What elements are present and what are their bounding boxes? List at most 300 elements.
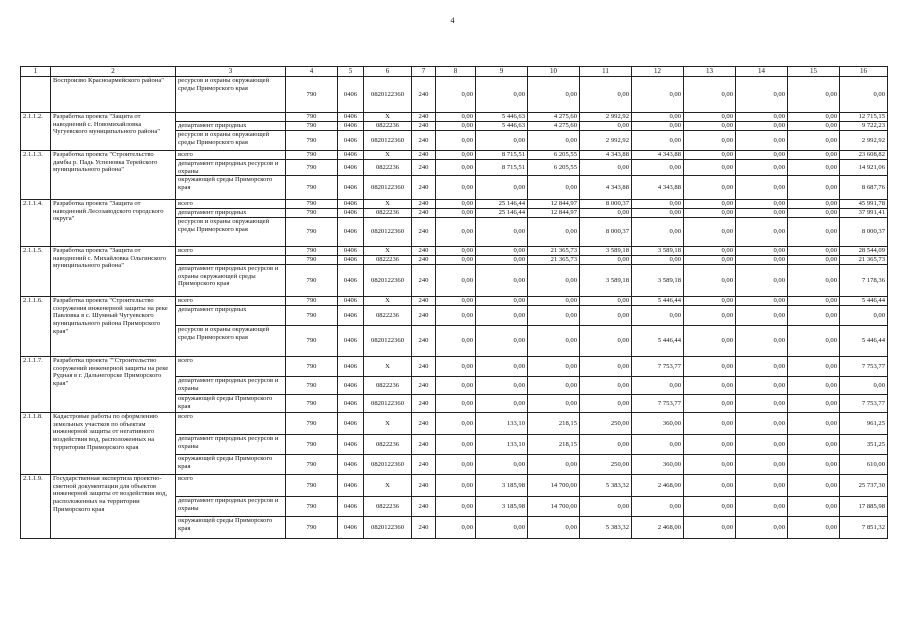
- cell-c14: 0,00: [736, 176, 788, 200]
- budget-table: [20, 66, 888, 539]
- cell-c7: 240: [412, 122, 436, 131]
- cell-c15: 0,00: [788, 77, 840, 113]
- row-index: 2.1.1.4.: [21, 200, 51, 247]
- cell-c5: 0406: [338, 517, 364, 539]
- column-number: 6: [364, 67, 412, 77]
- cell-c6: 0822236: [364, 209, 412, 218]
- cell-c11: 0,00: [580, 395, 632, 413]
- cell-c16: 7 851,32: [840, 517, 888, 539]
- cell-c4: 790: [286, 200, 338, 209]
- cell-c9: 5 446,63: [476, 113, 528, 122]
- cell-c5: 0406: [338, 413, 364, 435]
- cell-c8: 0,00: [436, 113, 476, 122]
- cell-c5: 0406: [338, 209, 364, 218]
- cell-c14: 0,00: [736, 113, 788, 122]
- responsible-executor: департамент природных ресурсов и охраны: [176, 377, 286, 395]
- cell-c13: 0,00: [684, 306, 736, 326]
- cell-c8: 0,00: [436, 475, 476, 497]
- cell-c5: 0406: [338, 77, 364, 113]
- cell-c7: 240: [412, 357, 436, 377]
- cell-c15: 0,00: [788, 413, 840, 435]
- cell-c7: 240: [412, 306, 436, 326]
- cell-c13: 0,00: [684, 455, 736, 475]
- activity-name: Государственная экспертиза проектно-сметной документации для объектов инженерной защиты от воздействия вод, расположенных на территории Приморского края: [51, 475, 176, 539]
- cell-c6: 0820122360: [364, 265, 412, 297]
- responsible-executor: окружающей среды Приморского края: [176, 455, 286, 475]
- cell-c15: 0,00: [788, 475, 840, 497]
- cell-c8: 0,00: [436, 218, 476, 247]
- column-number: 7: [412, 67, 436, 77]
- cell-c12: 0,00: [632, 209, 684, 218]
- cell-c7: 240: [412, 200, 436, 209]
- cell-c12: 0,00: [632, 256, 684, 265]
- cell-c13: 0,00: [684, 297, 736, 306]
- column-number: 10: [528, 67, 580, 77]
- cell-c11: 0,00: [580, 357, 632, 377]
- row-index: 2.1.1.6.: [21, 297, 51, 357]
- cell-c8: 0,00: [436, 435, 476, 455]
- cell-c15: 0,00: [788, 113, 840, 122]
- cell-c13: 0,00: [684, 395, 736, 413]
- cell-c12: 3 589,18: [632, 265, 684, 297]
- cell-c8: 0,00: [436, 122, 476, 131]
- cell-c6: 0820122360: [364, 176, 412, 200]
- cell-c9: 0,00: [476, 377, 528, 395]
- cell-c12: 360,00: [632, 455, 684, 475]
- cell-c12: 0,00: [632, 435, 684, 455]
- cell-c7: 240: [412, 176, 436, 200]
- cell-c5: 0406: [338, 256, 364, 265]
- responsible-executor: департамент природных: [176, 122, 286, 131]
- cell-c11: 3 589,18: [580, 247, 632, 256]
- cell-c13: 0,00: [684, 113, 736, 122]
- cell-c4: 790: [286, 395, 338, 413]
- cell-c7: 240: [412, 160, 436, 176]
- cell-c10: 12 844,97: [528, 209, 580, 218]
- cell-c4: 790: [286, 209, 338, 218]
- cell-c15: 0,00: [788, 265, 840, 297]
- cell-c9: 8 715,51: [476, 151, 528, 160]
- cell-c15: 0,00: [788, 200, 840, 209]
- cell-c4: 790: [286, 122, 338, 131]
- cell-c14: 0,00: [736, 475, 788, 497]
- cell-c14: 0,00: [736, 357, 788, 377]
- cell-c6: 0822236: [364, 306, 412, 326]
- cell-c16: 21 365,73: [840, 256, 888, 265]
- cell-c16: 0,00: [840, 77, 888, 113]
- cell-c15: 0,00: [788, 497, 840, 517]
- cell-c11: 0,00: [580, 160, 632, 176]
- cell-c7: 240: [412, 151, 436, 160]
- cell-c9: 3 185,98: [476, 497, 528, 517]
- cell-c14: 0,00: [736, 497, 788, 517]
- cell-c15: 0,00: [788, 247, 840, 256]
- responsible-executor: департамент природных ресурсов и охраны: [176, 497, 286, 517]
- cell-c16: 351,25: [840, 435, 888, 455]
- table-row: [21, 151, 888, 160]
- cell-c16: 14 921,06: [840, 160, 888, 176]
- cell-c8: 0,00: [436, 377, 476, 395]
- cell-c6: 0822236: [364, 497, 412, 517]
- cell-c16: 8 000,37: [840, 218, 888, 247]
- table-row: [21, 77, 888, 113]
- cell-c8: 0,00: [436, 306, 476, 326]
- cell-c12: 0,00: [632, 497, 684, 517]
- cell-c9: 25 146,44: [476, 209, 528, 218]
- cell-c15: 0,00: [788, 218, 840, 247]
- cell-c16: 7 753,77: [840, 357, 888, 377]
- cell-c9: 8 715,51: [476, 160, 528, 176]
- row-index: 2.1.1.5.: [21, 247, 51, 297]
- cell-c13: 0,00: [684, 377, 736, 395]
- cell-c6: X: [364, 200, 412, 209]
- cell-c5: 0406: [338, 160, 364, 176]
- cell-c11: 0,00: [580, 326, 632, 357]
- cell-c13: 0,00: [684, 475, 736, 497]
- cell-c7: 240: [412, 113, 436, 122]
- cell-c11: 4 343,88: [580, 151, 632, 160]
- cell-c15: 0,00: [788, 326, 840, 357]
- cell-c9: 0,00: [476, 455, 528, 475]
- cell-c4: 790: [286, 247, 338, 256]
- cell-c10: 0,00: [528, 77, 580, 113]
- cell-c10: 21 365,73: [528, 247, 580, 256]
- cell-c12: 0,00: [632, 77, 684, 113]
- cell-c7: 240: [412, 497, 436, 517]
- cell-c6: 0820122360: [364, 77, 412, 113]
- cell-c12: 5 446,44: [632, 297, 684, 306]
- cell-c13: 0,00: [684, 131, 736, 151]
- cell-c9: 3 185,98: [476, 475, 528, 497]
- activity-name: Воспроизво Красноармейского района": [51, 77, 176, 113]
- cell-c12: 4 343,88: [632, 176, 684, 200]
- cell-c10: 12 844,97: [528, 200, 580, 209]
- table-row: [21, 200, 888, 209]
- cell-c14: 0,00: [736, 131, 788, 151]
- cell-c11: 5 383,32: [580, 517, 632, 539]
- cell-c12: 4 343,88: [632, 151, 684, 160]
- cell-c11: 8 000,37: [580, 218, 632, 247]
- cell-c13: 0,00: [684, 265, 736, 297]
- responsible-executor: департамент природных ресурсов и охраны: [176, 160, 286, 176]
- cell-c12: 0,00: [632, 113, 684, 122]
- responsible-executor: ресурсов и охраны окружающей среды Приморского края: [176, 218, 286, 247]
- cell-c4: 790: [286, 435, 338, 455]
- row-index: 2.1.1.3.: [21, 151, 51, 200]
- cell-c6: 0820122360: [364, 517, 412, 539]
- responsible-executor: всего: [176, 297, 286, 306]
- cell-c5: 0406: [338, 357, 364, 377]
- cell-c5: 0406: [338, 113, 364, 122]
- cell-c10: 0,00: [528, 377, 580, 395]
- cell-c8: 0,00: [436, 176, 476, 200]
- cell-c9: 5 446,63: [476, 122, 528, 131]
- column-number: 16: [840, 67, 888, 77]
- responsible-executor: ресурсов и охраны окружающей среды Приморского края: [176, 131, 286, 151]
- cell-c6: 0820122360: [364, 326, 412, 357]
- cell-c11: 0,00: [580, 256, 632, 265]
- cell-c5: 0406: [338, 176, 364, 200]
- cell-c9: 0,00: [476, 297, 528, 306]
- cell-c5: 0406: [338, 306, 364, 326]
- cell-c10: 14 700,00: [528, 497, 580, 517]
- cell-c11: 0,00: [580, 377, 632, 395]
- cell-c12: 2 468,00: [632, 475, 684, 497]
- cell-c12: 5 446,44: [632, 326, 684, 357]
- cell-c8: 0,00: [436, 256, 476, 265]
- cell-c16: 7 753,77: [840, 395, 888, 413]
- cell-c6: X: [364, 357, 412, 377]
- cell-c5: 0406: [338, 297, 364, 306]
- cell-c8: 0,00: [436, 297, 476, 306]
- activity-name: Разработка проекта "Строительство дамбы р. Падь Успеновка Терейского муниципального района": [51, 151, 176, 200]
- cell-c9: 133,10: [476, 435, 528, 455]
- cell-c10: 6 205,55: [528, 160, 580, 176]
- table-row: [21, 413, 888, 435]
- cell-c15: 0,00: [788, 395, 840, 413]
- cell-c15: 0,00: [788, 357, 840, 377]
- cell-c7: 240: [412, 517, 436, 539]
- cell-c15: 0,00: [788, 306, 840, 326]
- cell-c7: 240: [412, 455, 436, 475]
- cell-c10: 0,00: [528, 131, 580, 151]
- cell-c8: 0,00: [436, 357, 476, 377]
- cell-c8: 0,00: [436, 77, 476, 113]
- cell-c15: 0,00: [788, 377, 840, 395]
- cell-c4: 790: [286, 357, 338, 377]
- cell-c4: 790: [286, 160, 338, 176]
- cell-c12: 7 753,77: [632, 395, 684, 413]
- cell-c6: X: [364, 113, 412, 122]
- responsible-executor: департамент природных: [176, 306, 286, 326]
- column-number-header: [21, 67, 888, 77]
- cell-c6: 0822236: [364, 256, 412, 265]
- cell-c13: 0,00: [684, 517, 736, 539]
- cell-c14: 0,00: [736, 306, 788, 326]
- cell-c8: 0,00: [436, 517, 476, 539]
- cell-c5: 0406: [338, 200, 364, 209]
- responsible-executor: всего: [176, 200, 286, 209]
- cell-c6: 0822236: [364, 122, 412, 131]
- cell-c8: 0,00: [436, 265, 476, 297]
- cell-c16: 961,25: [840, 413, 888, 435]
- cell-c16: 8 687,76: [840, 176, 888, 200]
- cell-c15: 0,00: [788, 131, 840, 151]
- cell-c13: 0,00: [684, 435, 736, 455]
- cell-c4: 790: [286, 326, 338, 357]
- cell-c7: 240: [412, 77, 436, 113]
- cell-c4: 790: [286, 497, 338, 517]
- cell-c9: 0,00: [476, 265, 528, 297]
- cell-c9: 0,00: [476, 176, 528, 200]
- table-row: [21, 357, 888, 377]
- responsible-executor: департамент природных ресурсов и охраны: [176, 435, 286, 455]
- activity-name: Разработка проекта "Защита от наводнений Лесозаводского городского округа": [51, 200, 176, 247]
- cell-c5: 0406: [338, 395, 364, 413]
- cell-c11: 0,00: [580, 435, 632, 455]
- cell-c13: 0,00: [684, 247, 736, 256]
- cell-c16: 2 992,92: [840, 131, 888, 151]
- cell-c7: 240: [412, 209, 436, 218]
- cell-c6: 0822236: [364, 160, 412, 176]
- column-number: 4: [286, 67, 338, 77]
- cell-c8: 0,00: [436, 131, 476, 151]
- cell-c14: 0,00: [736, 265, 788, 297]
- cell-c9: 0,00: [476, 306, 528, 326]
- cell-c5: 0406: [338, 497, 364, 517]
- cell-c14: 0,00: [736, 160, 788, 176]
- cell-c13: 0,00: [684, 151, 736, 160]
- cell-c4: 790: [286, 256, 338, 265]
- cell-c9: 0,00: [476, 247, 528, 256]
- cell-c5: 0406: [338, 475, 364, 497]
- column-number: 1: [21, 67, 51, 77]
- cell-c4: 790: [286, 306, 338, 326]
- column-number: 5: [338, 67, 364, 77]
- cell-c14: 0,00: [736, 413, 788, 435]
- cell-c6: 0820122360: [364, 395, 412, 413]
- cell-c7: 240: [412, 265, 436, 297]
- cell-c14: 0,00: [736, 218, 788, 247]
- responsible-executor: окружающей среды Приморского края: [176, 517, 286, 539]
- cell-c11: 0,00: [580, 497, 632, 517]
- cell-c7: 240: [412, 131, 436, 151]
- cell-c13: 0,00: [684, 326, 736, 357]
- activity-name: Разработка проекта ""Строительство сооружений инженерной защиты на реке Рудная в г. Дальнегорске Приморского края": [51, 357, 176, 413]
- cell-c13: 0,00: [684, 497, 736, 517]
- cell-c13: 0,00: [684, 357, 736, 377]
- cell-c4: 790: [286, 517, 338, 539]
- cell-c8: 0,00: [436, 395, 476, 413]
- cell-c11: 250,00: [580, 413, 632, 435]
- responsible-executor: [176, 256, 286, 265]
- cell-c5: 0406: [338, 265, 364, 297]
- cell-c10: 0,00: [528, 176, 580, 200]
- cell-c4: 790: [286, 218, 338, 247]
- column-number: 3: [176, 67, 286, 77]
- cell-c9: 0,00: [476, 77, 528, 113]
- cell-c5: 0406: [338, 377, 364, 395]
- cell-c16: 28 544,09: [840, 247, 888, 256]
- table-row: [21, 297, 888, 306]
- cell-c12: 2 468,00: [632, 517, 684, 539]
- cell-c4: 790: [286, 455, 338, 475]
- cell-c6: 0820122360: [364, 218, 412, 247]
- cell-c14: 0,00: [736, 122, 788, 131]
- cell-c13: 0,00: [684, 218, 736, 247]
- cell-c13: 0,00: [684, 160, 736, 176]
- cell-c16: 610,00: [840, 455, 888, 475]
- cell-c12: 0,00: [632, 122, 684, 131]
- cell-c4: 790: [286, 413, 338, 435]
- cell-c13: 0,00: [684, 209, 736, 218]
- responsible-executor: ресурсов и охраны окружающей среды Приморского края: [176, 77, 286, 113]
- cell-c10: 218,15: [528, 435, 580, 455]
- cell-c9: 0,00: [476, 256, 528, 265]
- cell-c16: 12 715,15: [840, 113, 888, 122]
- cell-c4: 790: [286, 77, 338, 113]
- cell-c9: 0,00: [476, 395, 528, 413]
- cell-c10: 0,00: [528, 357, 580, 377]
- column-number: 13: [684, 67, 736, 77]
- cell-c14: 0,00: [736, 455, 788, 475]
- cell-c14: 0,00: [736, 200, 788, 209]
- cell-c13: 0,00: [684, 176, 736, 200]
- cell-c14: 0,00: [736, 77, 788, 113]
- cell-c10: 0,00: [528, 517, 580, 539]
- row-index: 2.1.1.8.: [21, 413, 51, 475]
- cell-c4: 790: [286, 113, 338, 122]
- cell-c15: 0,00: [788, 160, 840, 176]
- cell-c6: X: [364, 413, 412, 435]
- table-row: [21, 475, 888, 497]
- cell-c10: 218,15: [528, 413, 580, 435]
- cell-c16: 25 737,30: [840, 475, 888, 497]
- cell-c16: 17 885,98: [840, 497, 888, 517]
- cell-c15: 0,00: [788, 151, 840, 160]
- cell-c10: 0,00: [528, 218, 580, 247]
- cell-c12: 3 589,18: [632, 247, 684, 256]
- cell-c16: 23 608,82: [840, 151, 888, 160]
- cell-c5: 0406: [338, 131, 364, 151]
- cell-c14: 0,00: [736, 377, 788, 395]
- cell-c8: 0,00: [436, 160, 476, 176]
- cell-c8: 0,00: [436, 200, 476, 209]
- cell-c8: 0,00: [436, 326, 476, 357]
- cell-c11: 0,00: [580, 209, 632, 218]
- column-number: 11: [580, 67, 632, 77]
- cell-c14: 0,00: [736, 517, 788, 539]
- cell-c12: 0,00: [632, 218, 684, 247]
- cell-c8: 0,00: [436, 413, 476, 435]
- cell-c7: 240: [412, 377, 436, 395]
- cell-c7: 240: [412, 435, 436, 455]
- cell-c9: 0,00: [476, 326, 528, 357]
- cell-c7: 240: [412, 475, 436, 497]
- row-index: 2.1.1.2.: [21, 113, 51, 151]
- cell-c11: 4 343,88: [580, 176, 632, 200]
- cell-c13: 0,00: [684, 200, 736, 209]
- cell-c11: 5 383,32: [580, 475, 632, 497]
- cell-c8: 0,00: [436, 455, 476, 475]
- cell-c8: 0,00: [436, 209, 476, 218]
- cell-c11: 0,00: [580, 297, 632, 306]
- cell-c9: 0,00: [476, 517, 528, 539]
- cell-c16: 5 446,44: [840, 326, 888, 357]
- cell-c13: 0,00: [684, 77, 736, 113]
- cell-c15: 0,00: [788, 435, 840, 455]
- cell-c7: 240: [412, 247, 436, 256]
- cell-c14: 0,00: [736, 395, 788, 413]
- cell-c5: 0406: [338, 326, 364, 357]
- cell-c11: 2 992,92: [580, 131, 632, 151]
- cell-c11: 250,00: [580, 455, 632, 475]
- cell-c7: 240: [412, 256, 436, 265]
- responsible-executor: [176, 113, 286, 122]
- cell-c14: 0,00: [736, 209, 788, 218]
- cell-c16: 5 446,44: [840, 297, 888, 306]
- cell-c4: 790: [286, 151, 338, 160]
- cell-c9: 25 146,44: [476, 200, 528, 209]
- cell-c4: 790: [286, 297, 338, 306]
- cell-c10: 0,00: [528, 297, 580, 306]
- cell-c10: 0,00: [528, 265, 580, 297]
- cell-c14: 0,00: [736, 151, 788, 160]
- responsible-executor: департамент природных ресурсов и охраны окружающей среды Приморского края: [176, 265, 286, 297]
- responsible-executor: окружающей среды Приморского края: [176, 176, 286, 200]
- cell-c14: 0,00: [736, 256, 788, 265]
- cell-c12: 0,00: [632, 200, 684, 209]
